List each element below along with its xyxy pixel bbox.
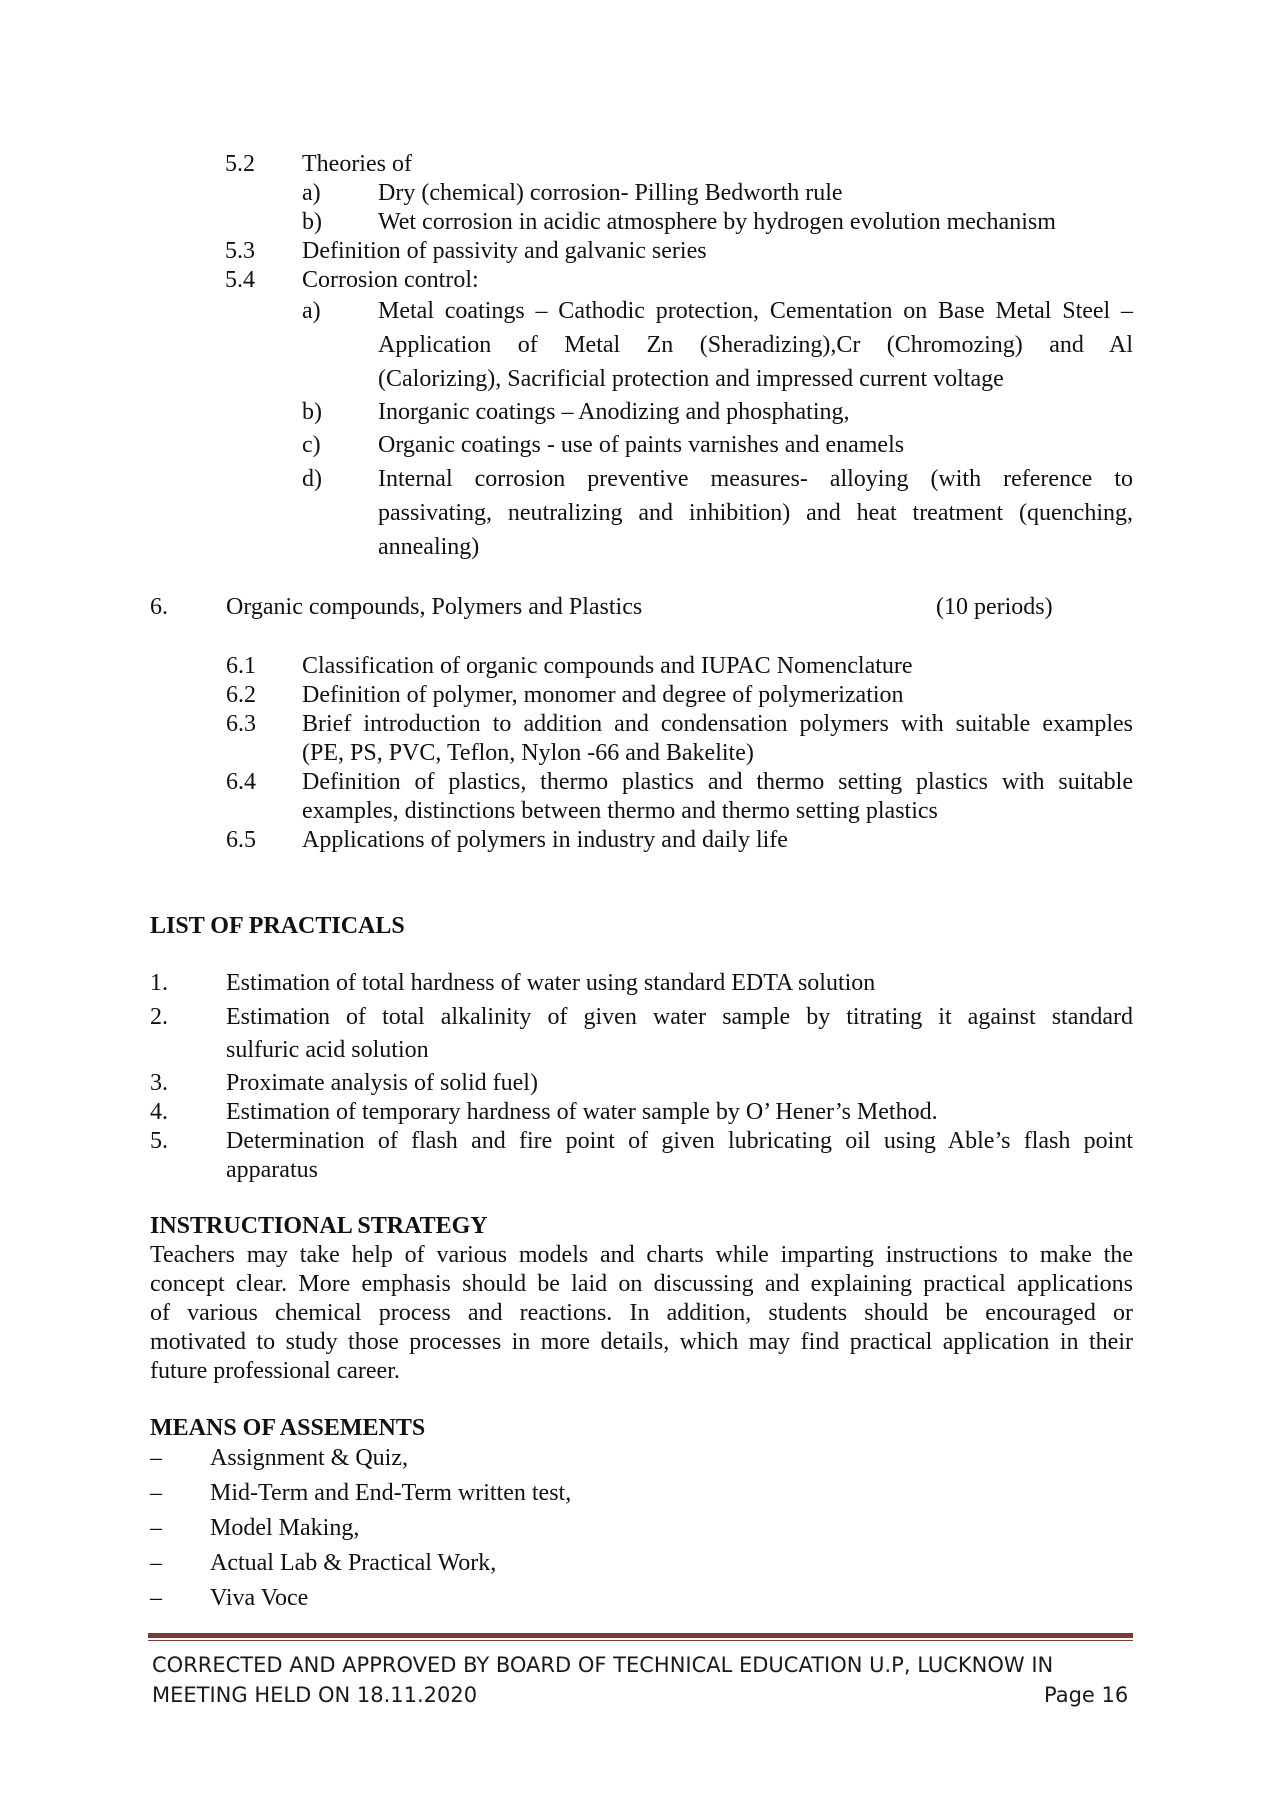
bullet-dash: – <box>150 1445 162 1471</box>
practical-text: Estimation of total alkalinity of given water sample by titrating it against standard <box>226 1004 1133 1030</box>
item-number: 6.2 <box>226 682 256 708</box>
subitem-label: b) <box>302 209 322 235</box>
item-text: Definition of polymer, monomer and degree of polymerization <box>302 682 904 708</box>
footer-rule <box>148 1633 1133 1638</box>
practical-text: Proximate analysis of solid fuel) <box>226 1070 538 1096</box>
assessment-item: Actual Lab & Practical Work, <box>210 1550 497 1576</box>
item-text: Definition of plastics, thermo plastics and thermo setting plastics with suitable <box>302 769 1133 795</box>
section-number: 6. <box>150 594 168 620</box>
item-text: Classification of organic compounds and IUPAC Nomenclature <box>302 653 913 679</box>
practical-number: 5. <box>150 1128 168 1154</box>
subitem-text: Wet corrosion in acidic atmosphere by hydrogen evolution mechanism <box>378 209 1056 235</box>
strategy-line: Teachers may take help of various models and charts while imparting instructions to make the <box>150 1242 1133 1268</box>
item-text: (PE, PS, PVC, Teflon, Nylon -66 and Bakelite) <box>302 740 754 766</box>
assessment-item: Mid-Term and End-Term written test, <box>210 1480 572 1506</box>
footer-text: CORRECTED AND APPROVED BY BOARD OF TECHNICAL EDUCATION U.P, LUCKNOW IN <box>152 1653 1054 1677</box>
subitem-text: Dry (chemical) corrosion- Pilling Bedworth rule <box>378 180 843 206</box>
strategy-line: motivated to study those processes in more details, which may find practical application in their <box>150 1329 1133 1355</box>
subitem-label: d) <box>302 466 322 492</box>
subitem-text: Inorganic coatings – Anodizing and phosphating, <box>378 399 850 425</box>
footer-rule-thin <box>148 1640 1133 1641</box>
subitem-label: b) <box>302 399 322 425</box>
item-text: Applications of polymers in industry and daily life <box>302 827 788 853</box>
bullet-dash: – <box>150 1480 162 1506</box>
item-number: 5.3 <box>225 238 255 264</box>
assessment-item: Viva Voce <box>210 1585 309 1611</box>
practical-text: Determination of flash and fire point of given lubricating oil using Able’s flash point <box>226 1128 1133 1154</box>
subitem-text: (Calorizing), Sacrificial protection and impressed current voltage <box>378 366 1004 392</box>
practical-text: Estimation of total hardness of water using standard EDTA solution <box>226 970 876 996</box>
item-number: 5.2 <box>225 151 255 177</box>
subitem-label: a) <box>302 298 321 324</box>
practical-number: 1. <box>150 970 168 996</box>
assessment-item: Assignment & Quiz, <box>210 1445 408 1471</box>
subitem-label: c) <box>302 432 321 458</box>
assessment-item: Model Making, <box>210 1515 360 1541</box>
practical-number: 4. <box>150 1099 168 1125</box>
item-text: Brief introduction to addition and condensation polymers with suitable examples <box>302 711 1133 737</box>
subitem-text: Organic coatings - use of paints varnishes and enamels <box>378 432 905 458</box>
subitem-text: Application of Metal Zn (Sheradizing),Cr (Chromozing) and Al <box>378 332 1133 358</box>
bullet-dash: – <box>150 1515 162 1541</box>
strategy-line: concept clear. More emphasis should be laid on discussing and explaining practical applications <box>150 1271 1133 1297</box>
subitem-label: a) <box>302 180 321 206</box>
item-number: 6.5 <box>226 827 256 853</box>
item-number: 6.1 <box>226 653 256 679</box>
practical-text: apparatus <box>226 1157 318 1183</box>
subitem-text: annealing) <box>378 534 480 560</box>
practical-text: Estimation of temporary hardness of water sample by O’ Hener’s Method. <box>226 1099 938 1125</box>
bullet-dash: – <box>150 1550 162 1576</box>
page-number: Page 16 <box>1044 1683 1129 1707</box>
bullet-dash: – <box>150 1585 162 1611</box>
item-text: Theories of <box>302 151 412 177</box>
assessment-heading: MEANS OF ASSEMENTS <box>150 1415 426 1441</box>
practical-number: 2. <box>150 1004 168 1030</box>
item-text: Definition of passivity and galvanic series <box>302 238 707 264</box>
practical-text: sulfuric acid solution <box>226 1037 429 1063</box>
item-number: 6.3 <box>226 711 256 737</box>
strategy-line: of various chemical process and reactions. In addition, students should be encouraged or <box>150 1300 1133 1326</box>
practicals-heading: LIST OF PRACTICALS <box>150 913 405 939</box>
subitem-text: Internal corrosion preventive measures- alloying (with reference to <box>378 466 1133 492</box>
section-periods: (10 periods) <box>936 594 1053 620</box>
practical-number: 3. <box>150 1070 168 1096</box>
item-number: 5.4 <box>225 267 255 293</box>
subitem-text: passivating, neutralizing and inhibition) and heat treatment (quenching, <box>378 500 1133 526</box>
item-text: Corrosion control: <box>302 267 479 293</box>
subitem-text: Metal coatings – Cathodic protection, Cementation on Base Metal Steel – <box>378 298 1133 324</box>
strategy-line: future professional career. <box>150 1358 400 1384</box>
strategy-heading: INSTRUCTIONAL STRATEGY <box>150 1213 488 1239</box>
item-text: examples, distinctions between thermo and thermo setting plastics <box>302 798 938 824</box>
section-title: Organic compounds, Polymers and Plastics <box>226 594 643 620</box>
footer-text: MEETING HELD ON 18.11.2020 <box>152 1683 478 1707</box>
item-number: 6.4 <box>226 769 256 795</box>
